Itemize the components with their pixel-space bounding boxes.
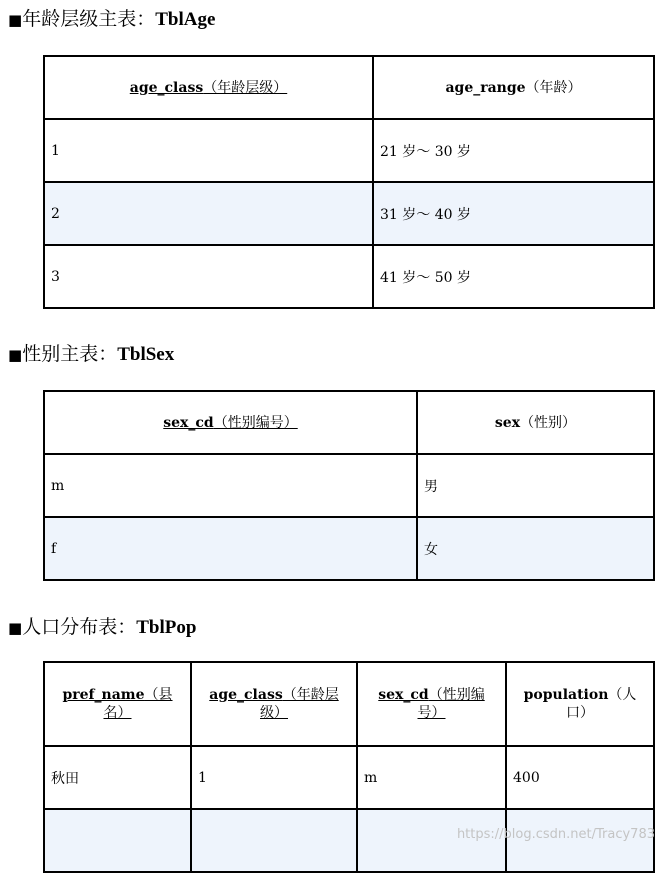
- column-header: age_class（年龄层级）: [44, 56, 373, 119]
- table-cell: m: [44, 454, 417, 517]
- table-tblsex: [43, 390, 655, 581]
- table-cell: 1: [191, 746, 357, 809]
- table-header-row: [44, 56, 654, 119]
- column-header: age_class（年龄层 级）: [191, 662, 357, 746]
- heading-tblsex: [8, 342, 174, 367]
- table-header-row: [44, 662, 654, 746]
- column-header: sex（性别）: [417, 391, 654, 454]
- table-cell: 1: [44, 119, 373, 182]
- heading-title: 人口分布表：: [22, 616, 137, 638]
- square-bullet-icon: ■: [8, 11, 23, 29]
- table-cell: 男: [417, 454, 654, 517]
- heading-title: 性别主表：: [22, 343, 118, 365]
- table-cell: m: [357, 746, 506, 809]
- column-header: age_range（年龄）: [373, 56, 654, 119]
- heading-tblage: [8, 7, 215, 32]
- table-cell: [44, 809, 191, 872]
- watermark: https://blog.csdn.net/Tracy783: [456, 827, 655, 842]
- square-bullet-icon: ■: [8, 346, 23, 364]
- table-cell: 21 岁～ 30 岁: [373, 119, 654, 182]
- table-tblage: [43, 55, 655, 309]
- heading-table-name: TblSex: [117, 344, 175, 365]
- table-cell: 3: [44, 245, 373, 308]
- square-bullet-icon: ■: [8, 619, 23, 637]
- heading-table-name: TblPop: [136, 617, 197, 638]
- table-cell: 女: [417, 517, 654, 580]
- column-header: population（人 口）: [506, 662, 654, 746]
- table-row: [44, 746, 654, 809]
- table-cell: f: [44, 517, 417, 580]
- table-header-row: [44, 391, 654, 454]
- heading-title: 年龄层级主表：: [22, 8, 156, 30]
- table-row: [44, 517, 654, 580]
- column-header: sex_cd（性别编号）: [44, 391, 417, 454]
- table-cell: [191, 809, 357, 872]
- column-header: sex_cd（性别编 号）: [357, 662, 506, 746]
- table-row: [44, 245, 654, 308]
- table-cell: 400: [506, 746, 654, 809]
- column-header: pref_name（县 名）: [44, 662, 191, 746]
- table-cell: 41 岁～ 50 岁: [373, 245, 654, 308]
- table-cell: 秋田: [44, 746, 191, 809]
- heading-tblpop: [8, 615, 196, 640]
- table-row: [44, 454, 654, 517]
- table-row: [44, 119, 654, 182]
- table-cell: 2: [44, 182, 373, 245]
- table-cell: 31 岁～ 40 岁: [373, 182, 654, 245]
- table-row: [44, 182, 654, 245]
- heading-table-name: TblAge: [155, 9, 216, 30]
